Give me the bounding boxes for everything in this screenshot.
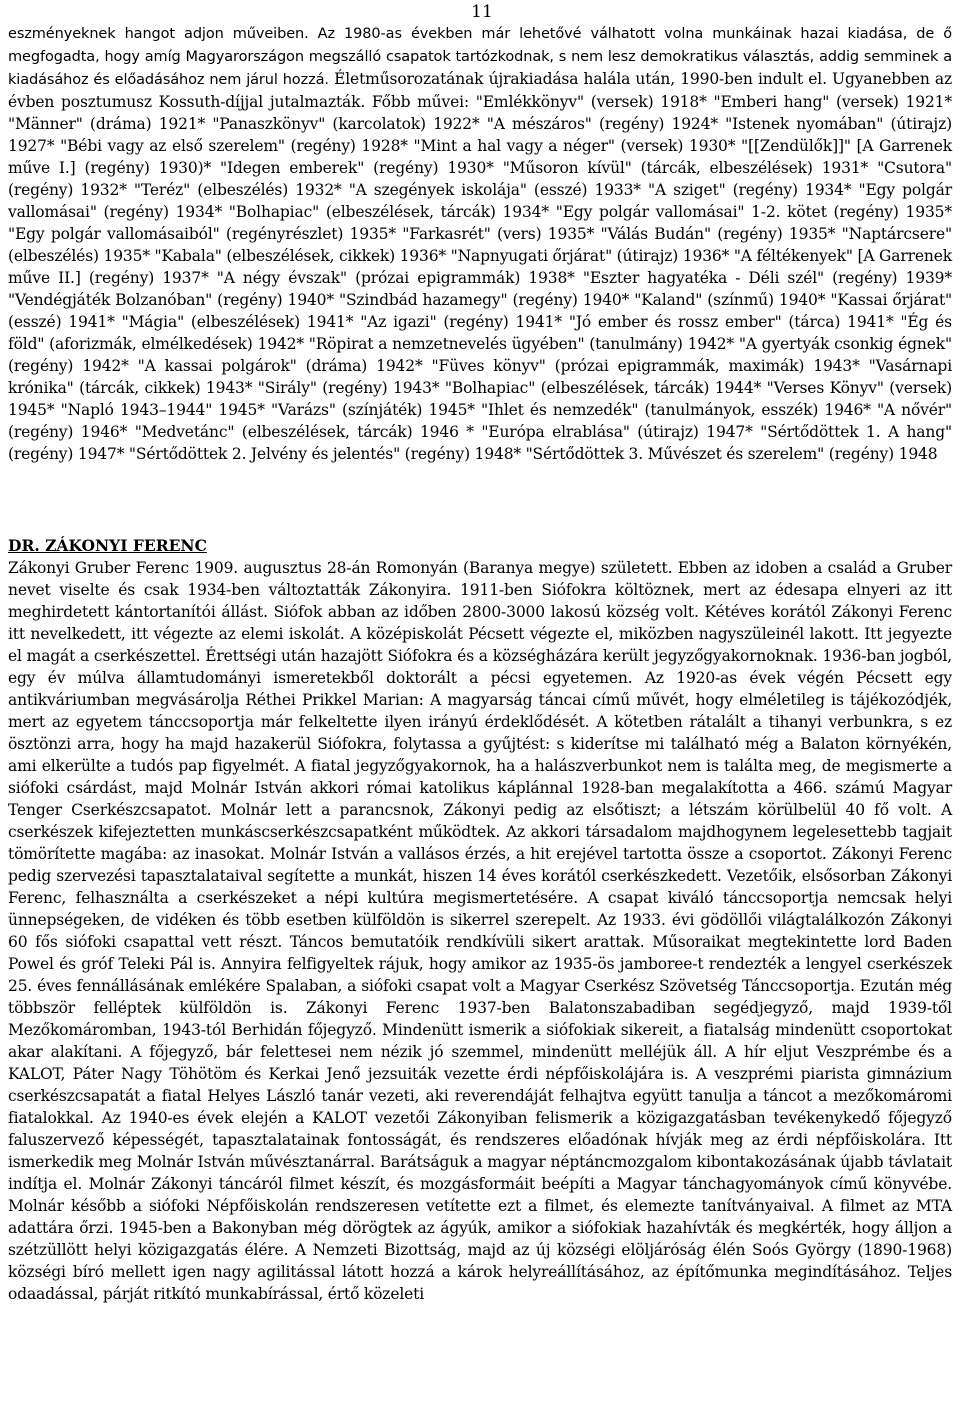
works-list-text: Életműsorozatának újrakiadása halála után, 1990-ben indult el. Ugyanebben az évben posztumusz Kossuth-díjjal jutalmazták. Főbb művei: "Emlékkönyv" (versek) 1918* "Emberi hang" (versek) 1921* "Männer" (dráma) 1921* "Panaszkönyv" (karcolatok) 1922* "A mészáros" (regény) 1924* "Istenek nyomában" (útirajz) 1927* "Bébi vagy az első szerelem" (regény) 1928* "Mint a hal vagy a néger" (versek) 1930* "[[Zendülők]]" [A Garrenek műve I.] (regény) 1930)* "Idegen emberek" (regény) 1930* "Műsoron kívül" (tárcák, elbeszélések) 1931* "Csutora" (regény) 1932* "Teréz" (elbeszélés) 1932* "A szegények iskolája" (esszé) 1933* "A sziget" (regény) 1934* "Egy polgár vallomásai" (regény) 1934* "Bolhapiac" (elbeszélések, tárcák) 1934* "Egy polgár vallomásai" 1-2. kötet (regény) 1935* "Egy polgár vallomásaiból" (regényrészlet) 1935* "Farkasrét" (vers) 1935* "Válás Budán" (regény) 1935* "Naptárcsere" (elbeszélés) 1935* "Kabala" (elbeszélések, cikkek) 1936* "Napnyugati őrjárat" (útirajz) 1936* "A féltékenyek" [A Garrenek műve II.] (regény) 1937* "A négy évszak" (prózai epigrammák) 1938* "Eszter hagyatéka - Déli szél" (regény) 1939* "Vendégjáték Bolzanóban" (regény) 1940* "Szindbád hazamegy" (regény) 1940* "Kaland" (színmű) 1940* "Kassai őrjárat" (esszé) 1941* "Mágia" (elbeszélések) 1941* "Az igazi" (regény) 1941* "Jó ember és rossz ember" (tárca) 1941* "Ég és föld" (aforizmák, elmélkedések) 1942* "Röpirat a nemzetnevelés ügyében" (tanulmány) 1942* "A gyertyák csonkig égnek" (regény) 1942* "A kassai polgárok" (dráma) 1942* "Füves könyv" (prózai epigrammák, maximák) 1943* "Vasárnapi krónika" (tárcák, cikkek) 1943* "Sirály" (regény) 1943* "Bolhapiac" (elbeszélések, tárcák) 1944* "Verses Könyv" (versek) 1945* "Napló 1943–1944" 1945* "Varázs" (színjáték) 1945* "Ihlet és nemzedék" (tanulmányok, esszék) 1946* "A nővér" (regény) 1946* "Medvetánc" (elbeszélések, tárcák) 1946 * "Európa elrablása" (útirajz) 1947* "Sértődöttek 1. A hang" (regény) 1947* "Sértődöttek 2. Jelvény és jelentés" (regény) 1948* "Sértődöttek 3. Művészet és szerelem" (regény) 1948 — [8, 70, 952, 463]
intro-sentence: eszményeknek hangot adjon műveiben. Az 1980-as években már lehetővé válhatott volna munkáinak hazai kiadása, de ő megfogadta, hogy amíg Magyarországon megszálló csapatok tartózkodnak, s nem lesz demokratikus választás, addig semminek a kiadásához és előadásához nem járul hozzá. — [8, 26, 952, 88]
section-heading: DR. ZÁKONYI FERENC — [8, 536, 207, 555]
page-number: 11 — [471, 2, 493, 22]
biography-paragraph: Zákonyi Gruber Ferenc 1909. augusztus 28-án Romonyán (Baranya megye) született. Ebben az idoben a család a Gruber nevet viselte és csak 1934-ben változtatták Zákonyira. 1911-ben Siófokra költöznek, mert az édesapa elnyeri az itt meghirdetett kántortanítói állást. Siófok abban az időben 2800-3000 lakosú község volt. Kétéves korától Zákonyi Ferenc itt nevelkedett, itt végezte az elemi iskolát. A középiskolát Pécsett végezte el, miközben nagyszüleinél lakott. Itt jegyezte el magát a cserkészettel. Érettségi után hazajött Siófokra és a községházára került jegyzőgyakornoknak. 1936-ban jogból, egy év múlva államtudományi ismeretekből doktorált a pécsi egyetemen. Az 1920-as évek végén Pécsett egy antikváriumban megvásárolja Réthei Prikkel Marian: A magyarság táncai című művét, hogy elméletileg is tájékozódjék, mert az egyetem tánccsoportja már felkeltette ilyen irányú érdeklődését. A kötetben rátalált a tihanyi verbunkra, s ez ösztönzi arra, hogy ha majd hazakerül Siófokra, folytassa a gyűjtést: s kiderítse mi található még a Balaton környékén, ami elkerülte a tudós pap figyelmét. A fiatal jegyzőgyakornok, ha a halászverbunkot nem is találta meg, de megismerte a siófoki csárdást, majd Molnár István akkori római katolikus káplánnal 1928-ban megalakította a 466. számú Magyar Tenger Cserkészcsapatot. Molnár lett a parancsnok, Zákonyi pedig az elsőtiszt; a létszám körülbelül 40 fő volt. A cserkészek kifejeztetten munkáscserkészcsapatként működtek. Az akkori társadalom majdhogynem legelesettebb tagjait tömörítette magába: az inasokat. Molnár István a vallásos érzés, a hit erejével tartotta össze a csoportot. Zákonyi Ferenc pedig szervezési tapasztalataival segítette a munkát, hiszen 14 éves korától cserkészkedett. Vezetőik, elsősorban Zákonyi Ferenc, felhasználta a cserkészeket a népi kultúra megismertetésére. A csapat kiváló tánccsoportja nemcsak helyi ünnepségeken, de vidéken és több esetben külföldön is sikerrel szerepelt. Az 1933. évi gödöllői világtalálkozón Zákonyi 60 fős siófoki csapattal vett részt. Táncos bemutatóik rendkívüli sikert arattak. Műsoraikat megtekintette lord Baden Powel és gróf Teleki Pál is. Annyira felfigyeltek rájuk, hogy amikor az 1935-ös jamboree-t rendezték a lengyel cserkészek 25. éves fennállásának emlékére Spalaban, a siófoki csapat volt a Magyar Cserkész Szövetség Tánccsoportja. Ezután még többször felléptek külföldön is. Zákonyi Ferenc 1937-ben Balatonszabadiban segédjegyző, majd 1939-től Mezőkomáromban, 1943-tól Berhidán főjegyző. Mindenütt ismerik a siófokiak sikereit, a fiatalság mindenütt csoportokat akar alakítani. A főjegyző, bár felettesei nem nézik jó szemmel, mindenütt melléjük áll. A hír eljut Veszprémbe és a KALOT, Páter Nagy Töhötöm és Kerkai Jenő jezsuiták vezette érdi népfőiskolájára is. A veszprémi piarista gimnázium cserkészcsapatát a fiatal Helyes László tanár vezeti, aki reverendáját felhajtva együtt tanulja a táncot a mezőkomáromi fiatalokkal. Az 1940-es évek elején a KALOT vezetői Zákonyiban felismerik a közigazgatásban tevékenykedő főjegyző faluszervező képességét, tapasztalatainak fontosságát, és rendszeres előadónak hívják meg az érdi népfőiskolára. Itt ismerkedik meg Molnár István művésztanárral. Barátságuk a magyar néptáncmozgalom kibontakozásának újabb távlatait indítja el. Molnár Zákonyi táncáról filmet készít, és mozgásformáit beépíti a Magyar tánchagyományok című könyvébe. Molnár később a siófoki Népfőiskolán rendszeresen vetítette ezt a filmet, és elemezte tanítványaival. A filmet az MTA adattára őrzi. 1945-ben a Bakonyban még dörögtek az ágyúk, amikor a siófokiak hazahívták és megkérték, hogy álljon a szétzüllött helyi közigazgatás élére. A Nemzeti Bizottság, majd az új községi elöljáróság élén Soós György (1890-1968) községi bíró mellett igen nagy agilitással látott hozzá a károk helyreállításához, az építőmunka megindításához. Teljes odaadással, párját ritkító munkabírással, értő közeleti — [8, 559, 952, 1303]
marai-works-paragraph — [8, 22, 952, 465]
